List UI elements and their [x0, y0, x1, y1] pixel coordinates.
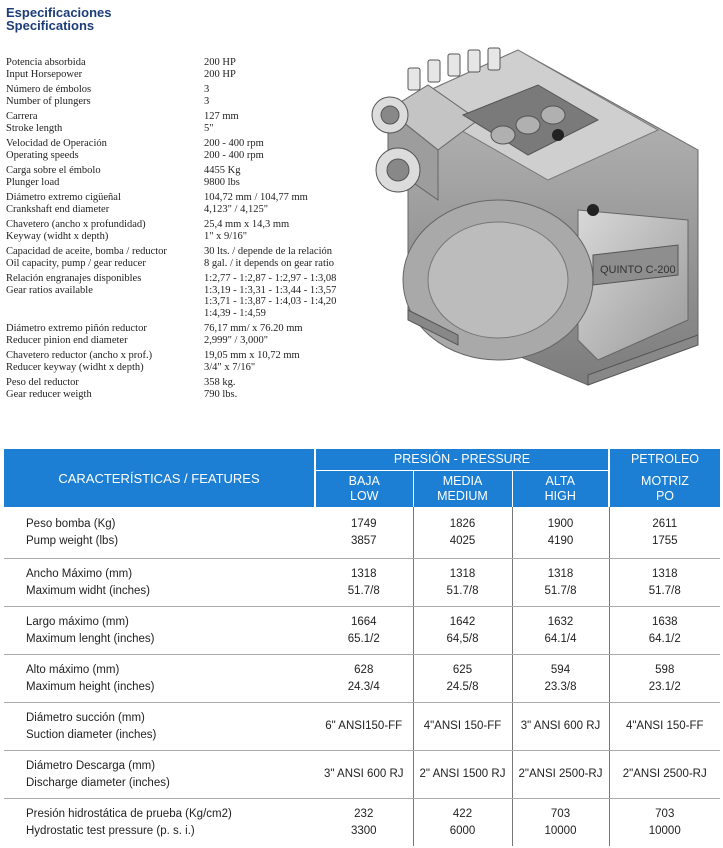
cell-value: 24.3/4: [347, 680, 380, 693]
spec-label-line: Gear reducer weigth: [6, 388, 92, 400]
cell-value: 1749: [350, 517, 377, 530]
spec-label: [6, 350, 204, 373]
title-en: Specifications: [6, 18, 95, 33]
table-row: [4, 703, 720, 751]
table-row: [4, 559, 720, 607]
pressure-header: PRESIÓN - PRESSURE: [315, 449, 609, 471]
table-cell: [512, 703, 609, 751]
row-label-en: Maximum height (inches): [26, 680, 155, 693]
spec-value-line: 4,123" / 4,125": [204, 203, 268, 215]
col-header-petroleo: PETROLEO: [609, 449, 720, 471]
table-cell: [315, 559, 413, 607]
col-header-high: ALTA HIGH: [512, 471, 609, 508]
spec-label-line: Input Horsepower: [6, 68, 83, 80]
row-label-es: Largo máximo (mm): [26, 615, 129, 628]
table-cell: [315, 703, 413, 751]
cell-value: 703: [550, 807, 571, 820]
spec-label-line: Peso del reductor: [6, 377, 79, 388]
row-label-en: Discharge diameter (inches): [26, 776, 170, 789]
cell-value: 51.7/8: [544, 584, 577, 597]
cell-value: 3300: [350, 824, 377, 837]
row-label-es: Diámetro succión (mm): [26, 711, 145, 724]
cell-value: 1642: [449, 615, 476, 628]
cell-value: 1318: [651, 567, 678, 580]
spec-label-line: Stroke length: [6, 122, 63, 134]
spec-label: [6, 246, 204, 269]
spec-value-line: 200 HP: [204, 57, 236, 68]
spec-value-line: 1:3,19 - 1:3,31 - 1:3,44 - 1:3,57: [204, 284, 337, 296]
spec-label-line: Crankshaft end diameter: [6, 203, 110, 215]
cell-value: 64,5/8: [446, 632, 479, 645]
table-cell: [609, 703, 720, 751]
spec-label: [6, 192, 204, 215]
cell-value: 10000: [544, 824, 577, 837]
row-label: [4, 799, 315, 847]
spec-value: [204, 219, 289, 242]
spec-label-line: Reducer keyway (widht x depth): [6, 361, 144, 373]
spec-row: [6, 57, 366, 80]
spec-label-line: Carga sobre el émbolo: [6, 165, 101, 176]
spec-row: [6, 246, 366, 269]
spec-label-line: Keyway (widht x depth): [6, 230, 109, 242]
cell-value: 2"ANSI 2500-RJ: [622, 768, 707, 780]
spec-row: [6, 273, 366, 319]
spec-value: [204, 165, 240, 188]
spec-label-line: Carrera: [6, 111, 38, 122]
spec-label-line: Diámetro extremo piñón reductor: [6, 323, 147, 334]
table-cell: [609, 507, 720, 559]
cell-value: 51.7/8: [347, 584, 380, 597]
table-cell: [315, 607, 413, 655]
cell-value: 1318: [449, 567, 476, 580]
spec-label-line: Reducer pinion end diameter: [6, 334, 128, 346]
spec-value-line: 19,05 mm x 10,72 mm: [204, 350, 300, 361]
spec-value: [204, 323, 303, 346]
spec-value-line: 8 gal. / it depends on gear ratio: [204, 257, 335, 269]
cell-value: 23.1/2: [648, 680, 681, 693]
spec-value-line: 1:3,71 - 1:3,87 - 1:4,03 - 1:4,20: [204, 296, 337, 307]
row-label-en: Pump weight (lbs): [26, 534, 119, 547]
spec-value: [204, 192, 308, 215]
spec-value-line: 3: [204, 84, 210, 95]
table-cell: [609, 655, 720, 703]
cell-value: 6000: [449, 824, 476, 837]
spec-row: [6, 219, 366, 242]
spec-value-line: 5": [204, 122, 214, 134]
cell-value: 24.5/8: [446, 680, 479, 693]
row-label-en: Maximum widht (inches): [26, 584, 150, 597]
spec-label-line: Capacidad de aceite, bomba / reductor: [6, 246, 167, 257]
cell-value: 4190: [547, 534, 574, 547]
cell-value: 1632: [547, 615, 574, 628]
cell-value: 2611: [652, 517, 678, 530]
col-header-low: BAJA LOW: [315, 471, 413, 508]
table-cell: [315, 507, 413, 559]
spec-label: [6, 57, 204, 80]
table-row: [4, 799, 720, 847]
spec-label-line: Número de émbolos: [6, 84, 92, 95]
spec-label-line: Relación engranajes disponibles: [6, 273, 142, 284]
cell-value: 23.3/8: [544, 680, 577, 693]
row-label: [4, 559, 315, 607]
cell-value: 64.1/4: [544, 632, 577, 645]
cell-value: 1900: [547, 517, 574, 530]
spec-label-line: Number of plungers: [6, 95, 91, 107]
spec-row: [6, 192, 366, 215]
pump-nameplate: QUINTO C-200: [600, 264, 676, 276]
spec-value-line: 4455 Kg: [204, 165, 241, 176]
table-cell: [315, 655, 413, 703]
spec-label: [6, 138, 204, 161]
table-cell: [512, 559, 609, 607]
spec-value-line: 790 lbs.: [204, 388, 238, 400]
specifications-list: [6, 57, 366, 404]
spec-label-line: Plunger load: [6, 176, 60, 188]
cell-value: 4"ANSI 150-FF: [625, 720, 704, 732]
spec-value-line: 1:4,39 - 1:4,59: [204, 307, 266, 319]
cell-value: 51.7/8: [648, 584, 681, 597]
spec-value: [204, 273, 336, 319]
cell-value: 6" ANSI150-FF: [325, 720, 403, 732]
spec-value-line: 3: [204, 95, 210, 107]
table-row: [4, 655, 720, 703]
table-row: [4, 507, 720, 559]
spec-value: [204, 350, 300, 373]
row-label-en: Suction diameter (inches): [26, 728, 157, 741]
spec-value-line: 25,4 mm x 14,3 mm: [204, 219, 290, 230]
cell-value: 10000: [648, 824, 681, 837]
row-label: [4, 655, 315, 703]
table-cell: [315, 799, 413, 847]
spec-row: [6, 165, 366, 188]
spec-label-line: Chavetero (ancho x profundidad): [6, 219, 146, 230]
table-cell: [413, 751, 512, 799]
spec-value-line: 30 lts. / depende de la relación: [204, 246, 332, 257]
cell-value: 2" ANSI 1500 RJ: [419, 768, 506, 780]
row-label-en: Hydrostatic test pressure (p. s. i.): [26, 824, 195, 837]
spec-row: [6, 377, 366, 400]
title-es: Especificaciones: [6, 5, 112, 20]
table-cell: [609, 559, 720, 607]
cell-value: 598: [655, 663, 675, 676]
row-label: [4, 607, 315, 655]
spec-value-line: 358 kg.: [204, 377, 236, 388]
row-label-es: Diámetro Descarga (mm): [26, 759, 156, 772]
cell-value: 65.1/2: [347, 632, 380, 645]
row-label-en: Maximum lenght (inches): [26, 632, 155, 645]
spec-value-line: 2,999" / 3,000": [204, 334, 268, 346]
cell-value: 2"ANSI 2500-RJ: [518, 768, 603, 780]
table-row: [4, 607, 720, 655]
spec-value-line: 9800 lbs: [204, 176, 240, 188]
row-label-es: Ancho Máximo (mm): [26, 567, 133, 580]
cell-value: 1638: [651, 615, 678, 628]
spec-label-line: Chavetero reductor (ancho x prof.): [6, 350, 153, 361]
cell-value: 51.7/8: [446, 584, 479, 597]
table-cell: [609, 799, 720, 847]
cell-value: 3" ANSI 600 RJ: [323, 768, 404, 780]
spec-value: [204, 138, 264, 161]
cell-value: 628: [354, 663, 374, 676]
table-cell: [512, 655, 609, 703]
cell-value: 625: [452, 663, 473, 676]
spec-label: [6, 111, 204, 134]
pump-illustration: [368, 40, 708, 390]
col-header-po: MOTRIZ PO: [609, 471, 720, 508]
spec-label: [6, 323, 204, 346]
features-table: [4, 449, 720, 846]
features-header: CARACTERÍSTICAS / FEATURES: [4, 449, 315, 507]
spec-value-line: 200 - 400 rpm: [204, 149, 264, 161]
cell-value: 422: [452, 807, 473, 820]
spec-label-line: Potencia absorbida: [6, 57, 86, 68]
cell-value: 3857: [350, 534, 377, 547]
spec-label-line: Velocidad de Operación: [6, 138, 107, 149]
table-cell: [413, 559, 512, 607]
spec-row: [6, 84, 366, 107]
cell-value: 232: [354, 807, 374, 820]
spec-value: [204, 377, 237, 400]
spec-value-line: 1:2,77 - 1:2,87 - 1:2,97 - 1:3,08: [204, 273, 337, 284]
spec-value: [204, 57, 236, 80]
spec-value-line: 76,17 mm/ x 76.20 mm: [204, 323, 303, 334]
spec-label: [6, 219, 204, 242]
spec-value: [204, 84, 209, 107]
table-cell: [413, 607, 512, 655]
spec-row: [6, 138, 366, 161]
spec-row: [6, 111, 366, 134]
table-cell: [512, 507, 609, 559]
cell-value: 1318: [547, 567, 574, 580]
table-row: [4, 751, 720, 799]
row-label: [4, 703, 315, 751]
spec-value-line: 200 HP: [204, 68, 236, 80]
table-cell: [609, 607, 720, 655]
cell-value: 64.1/2: [648, 632, 681, 645]
table-cell: [315, 751, 413, 799]
spec-label: [6, 377, 204, 400]
cell-value: 1826: [449, 517, 476, 530]
row-label: [4, 751, 315, 799]
cell-value: 1318: [350, 567, 377, 580]
table-cell: [413, 507, 512, 559]
cell-value: 703: [655, 807, 675, 820]
spec-row: [6, 323, 366, 346]
cell-value: 4"ANSI 150-FF: [423, 720, 502, 732]
table-cell: [609, 751, 720, 799]
spec-value: [204, 111, 239, 134]
spec-label-line: Operating speeds: [6, 149, 79, 161]
spec-value-line: 127 mm: [204, 111, 239, 122]
table-cell: [413, 655, 512, 703]
table-cell: [512, 799, 609, 847]
cell-value: 1664: [350, 615, 377, 628]
cell-value: 4025: [449, 534, 476, 547]
page-title: [6, 6, 112, 32]
row-label-es: Alto máximo (mm): [26, 663, 120, 676]
spec-value-line: 104,72 mm / 104,77 mm: [204, 192, 308, 203]
spec-value-line: 200 - 400 rpm: [204, 138, 264, 149]
spec-label: [6, 84, 204, 107]
spec-value: [204, 246, 334, 269]
spec-value-line: 3/4" x 7/16": [204, 361, 256, 373]
table-cell: [512, 607, 609, 655]
col-header-medium: MEDIA MEDIUM: [413, 471, 512, 508]
table-cell: [413, 799, 512, 847]
row-label-es: Presión hidrostática de prueba (Kg/cm2): [26, 807, 232, 820]
row-label: [4, 507, 315, 559]
spec-label-line: Oil capacity, pump / gear reducer: [6, 257, 146, 269]
spec-label: [6, 165, 204, 188]
cell-value: 1755: [651, 534, 678, 547]
table-cell: [512, 751, 609, 799]
cell-value: 594: [550, 663, 571, 676]
spec-label-line: Diámetro extremo cigüeñal: [6, 192, 121, 203]
row-label-es: Peso bomba (Kg): [26, 517, 116, 530]
table-cell: [413, 703, 512, 751]
spec-label-line: Gear ratios available: [6, 284, 93, 296]
cell-value: 3" ANSI 600 RJ: [520, 720, 601, 732]
spec-row: [6, 350, 366, 373]
spec-value-line: 1" x 9/16": [204, 230, 247, 242]
spec-label: [6, 273, 204, 319]
